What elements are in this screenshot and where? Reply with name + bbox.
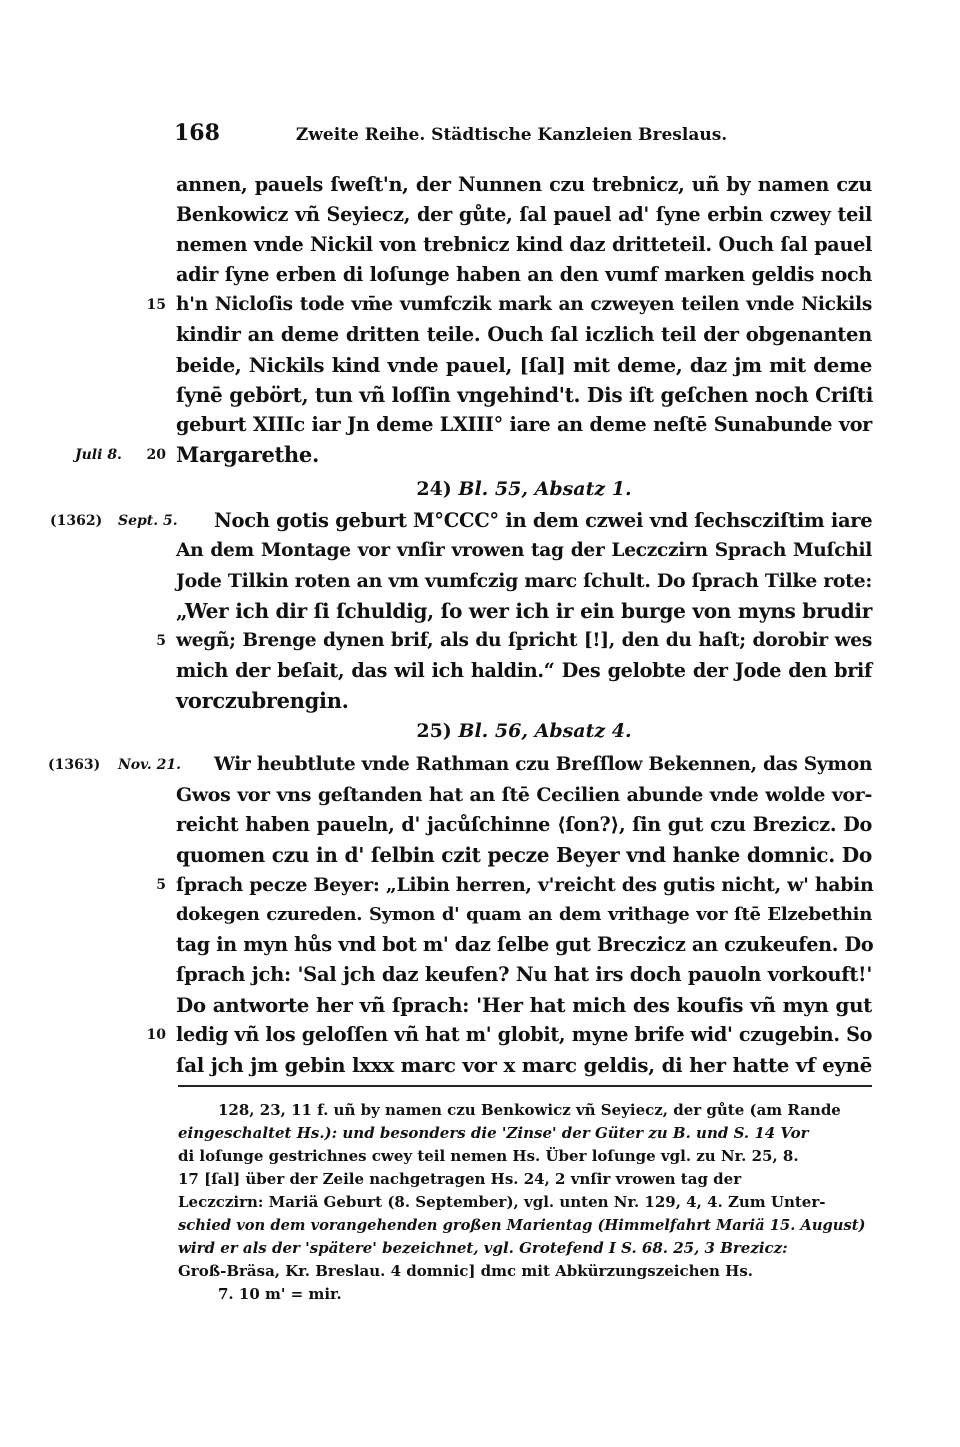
heading-source: Bl. 55, Absatz 1. <box>458 478 632 500</box>
text-line: ledig vñ los geloſſen vñ hat m' globit, myne brife wid' czugebin. So <box>176 1023 873 1046</box>
running-head <box>174 120 727 146</box>
text-line: adir ſyne erben di loſunge haben an den vumf marken geldis noch <box>176 263 872 286</box>
text-line: mich der beſait, das wil ich haldin.“ Des gelobte der Jode den brif <box>176 659 872 682</box>
text-line: Benkowicz vñ Seyiecz, der gůte, ſal pauel ad' ſyne erbin czwey teil <box>176 203 872 226</box>
text-line: Margarethe. <box>176 442 319 467</box>
line-number: 10 <box>146 1027 166 1043</box>
text-line: dokegen czureden. Symon d' quam an dem vrithage vor ſtē Elzebethin <box>176 904 872 925</box>
section-heading <box>176 474 872 504</box>
footnote-line: schied von dem vorangehenden großen Marientag (Himmelfahrt Mariä 15. August) <box>178 1217 866 1234</box>
text-line: quomen czu in d' ſelbin czit pecze Beyer vnd hanke domnic. Do <box>176 843 872 867</box>
line-number: 20 <box>146 447 166 463</box>
footnote-line: 7. 10 m' = mir. <box>218 1285 342 1303</box>
text-line: geburt XIIIc iar Jn deme LXIII° iare an deme neſtē Sunabunde vor <box>176 413 872 436</box>
text-line: vorczubrengin. <box>176 688 349 713</box>
text-line: kindir an deme dritten teile. Ouch ſal iczlich teil der obgenanten <box>176 323 872 346</box>
text-line: Wir heubtlute vnde Rathman czu Breſſlow Bekennen, das Symon <box>214 754 873 775</box>
text-line: An dem Montage vor vnſir vrowen tag der Leczczirn Sprach Muſchil <box>176 540 872 561</box>
footnote-line: wird er als der 'spätere' bezeichnet, vgl. Grotefend I S. 68. 25, 3 Brezicz: <box>178 1239 788 1257</box>
page-number: 168 <box>174 120 220 146</box>
running-title: Zweite Reihe. Städtische Kanzleien Breslaus. <box>295 125 728 145</box>
heading-number: 24) <box>416 478 452 500</box>
text-line: tag in myn hůs vnd bot m' daz ſelbe gut Breczicz an czukeufen. Do <box>176 933 874 956</box>
margin-year: (1363) <box>48 757 101 773</box>
footnote-line: eingeschaltet Hs.): und besonders die 'Zinse' der Güter zu B. und S. 14 Vor <box>178 1124 809 1142</box>
line-number: 5 <box>156 877 166 893</box>
text-line: nemen vnde Nickil von trebnicz kind daz dritteteil. Ouch ſal pauel <box>176 233 872 256</box>
text-line: ſprach pecze Beyer: „Libin herren, v'reicht des gutis nicht, w' habin <box>176 874 874 896</box>
text-line: ſprach jch: 'Sal jch daz keufen? Nu hat irs doch pauoln vorkouft!' <box>176 963 872 986</box>
footnote-line: Groß-Bräsa, Kr. Breslau. 4 domnic] dmc mit Abkürzungszeichen Hs. <box>178 1262 754 1280</box>
heading-number: 25) <box>416 720 452 742</box>
text-line: Noch gotis geburt M°CCC° in dem czwei vnd ſechscziſtim iare <box>214 509 873 532</box>
line-number: 5 <box>156 633 166 649</box>
text-line: beide, Nickils kind vnde pauel, [ſal] mit deme, daz jm mit deme <box>176 353 872 377</box>
text-line: Jode Tilkin roten an vm vumfczig marc ſchult. Do ſprach Tilke rote: <box>176 570 872 592</box>
text-line: „Wer ich dir ſi ſchuldig, ſo wer ich ir ein burge von myns brudir <box>176 599 872 623</box>
margin-date: Juli 8. <box>75 447 122 463</box>
footnote-line: Leczczirn: Mariä Geburt (8. September), vgl. unten Nr. 129, 4, 4. Zum Unter- <box>178 1193 826 1211</box>
footnote-line: 17 [ſal] über der Zeile nachgetragen Hs. 24, 2 vnſir vrowen tag der <box>178 1170 742 1188</box>
text-line: Do antworte her vñ ſprach: 'Her hat mich des koufis vñ myn gut <box>176 993 872 1017</box>
text-line: annen, pauels ſweſt'n, der Nunnen czu trebnicz, uñ by namen czu <box>176 173 872 196</box>
margin-date: Nov. 21. <box>118 757 181 773</box>
footnote-line: 128, 23, 11 f. uñ by namen czu Benkowicz vñ Seyiecz, der gůte (am Rande <box>218 1101 841 1119</box>
text-line: reicht haben paueln, d' jacůſchinne ⟨ſon?⟩, ſin gut czu Brezicz. Do <box>176 813 872 836</box>
text-line: wegñ; Brenge dynen brif, als du ſpricht [!], den du haſt; dorobir wes <box>176 630 872 651</box>
footnote-divider <box>178 1085 872 1087</box>
section-heading <box>176 716 872 746</box>
footnote-line: di loſunge gestrichnes cwey teil nemen Hs. Über loſunge vgl. zu Nr. 25, 8. <box>178 1147 799 1165</box>
line-number: 15 <box>146 297 166 313</box>
text-line: h'n Nicloſis tode vm̄e vumfczik mark an czweyen teilen vnde Nickils <box>176 294 872 315</box>
text-line: Gwos vor vns geſtanden hat an ſtē Cecilien abunde vnde wolde vor- <box>176 784 872 806</box>
heading-source: Bl. 56, Absatz 4. <box>458 720 632 742</box>
margin-year: (1362) <box>50 513 103 529</box>
text-line: ſal jch jm gebin lxxx marc vor x marc geldis, di her hatte vf eynē <box>176 1053 872 1077</box>
text-line: ſynē gebört, tun vñ loſſin vngehind't. Dis iſt geſchen noch Criſti <box>176 383 874 407</box>
margin-date: Sept. 5. <box>118 513 178 529</box>
